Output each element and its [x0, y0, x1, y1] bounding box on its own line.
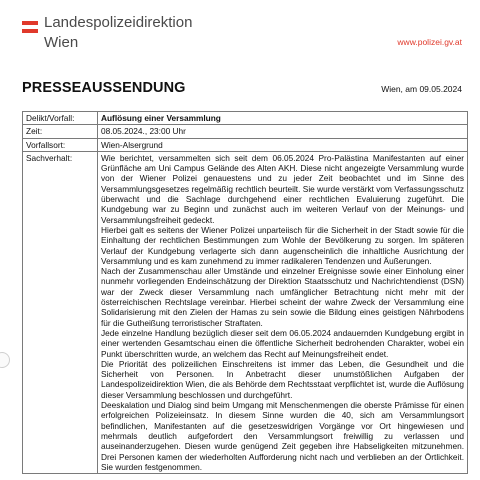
facts-paragraph: Die Priorität des polizeilichen Einschreitens ist immer das Leben, die Gesundheit und die Sicherheit von Personen. In Anbetracht dieser unumstößlichen Aufgaben der Landespolizeidirektion Wien, die als Behörde dem Rechtsstaat verpflichtet ist, wurde die Auflösung dieser Versammlung beschlossen und durchgeführt. — [101, 358, 464, 400]
row-label: Sachverhalt: — [23, 151, 98, 473]
row-label: Delikt/Vorfall: — [23, 112, 98, 125]
row-value: 08.05.2024., 23:00 Uhr — [98, 125, 468, 138]
table-row — [23, 125, 468, 138]
document-date: Wien, am 09.05.2024 — [381, 84, 462, 94]
facts-paragraph: Nach der Zusammenschau aller Umstände und einzelner Ereignisse sowie einer Einholung einer nunmehr vorliegenden Endeinschätzung der Direktion Staatsschutz und Nachrichtendienst (DSN) war der Zweck dieser Versammlung nach umfänglicher Betrachtung nicht mehr mit der österreichischen Rechtslage vereinbar. Hierbei scheint der wahre Zweck der Versammlung eine Solidarisierung mit den Zielen der Hamas zu sein sowie die Bildung eines geistigen Nährbodens für die Gutheißung terroristischer Straftaten. — [101, 266, 464, 328]
row-value: Wien-Alsergrund — [98, 138, 468, 151]
organization-name: Landespolizeidirektion — [44, 14, 193, 31]
organization-city: Wien — [44, 34, 79, 51]
table-row — [23, 112, 468, 125]
previous-page-button[interactable] — [0, 352, 10, 368]
facts-paragraph: Deeskalation und Dialog sind beim Umgang mit Menschenmengen die oberste Prämisse für einen erfolgreichen Polizeieinsatz. In diesem Sinne wurden die 40, sich am Versammlungsort befindlichen, Manifestanten auf die gesetzeswidrigen Vorgänge vor Ort hingewiesen und mehrmals deutlich aufgefordert den Versammlungsort freiwillig zu verlassen und auseinanderzugehen. Diesen wurde genügend Zeit gegeben ihre Habseligkeiten mitzunehmen. Drei Personen kamen der wiederholten Aufforderung nicht nach und verblieben an der Örtlichkeit. Sie wurden festgenommen. — [101, 400, 464, 472]
website-link[interactable]: www.polizei.gv.at — [397, 37, 462, 47]
row-label: Vorfallsort: — [23, 138, 98, 151]
facts-paragraph: Jede einzelne Handlung bezüglich dieser seit dem 06.05.2024 andauernden Kundgebung ergibt in einer wertenden Gesamtschau einen die öffentliche Sicherheit bedrohenden Charakter, wobei ein Punkt überschritten wurde, an welchem das Recht auf Meinungsfreiheit endet. — [101, 327, 464, 359]
facts-paragraph: Wie berichtet, versammelten sich seit dem 06.05.2024 Pro-Palästina Manifestanten auf einer Grünfläche am Uni Campus Gelände des Alten AKH. Diese nicht angezeigte Versammlung wurde von der Wiener Polizei genauestens und zu jeder Zeit beobachtet und im Sinne des Versammlungsgesetzes regelmäßig rechtlich beurteilt. Sie wurde verstärkt vom Verfassungsschutz überwacht und die Sachlage durchgehend einer rechtlichen Evaluierung zugeführt. Die Kundgebung war zu Beginn und zunächst auch im weiteren Verlauf von der Meinungs- und Versammlungsfreiheit gedeckt. — [101, 152, 464, 225]
row-value: Auflösung einer Versammlung — [98, 112, 468, 125]
table-row — [23, 151, 468, 473]
facts-paragraph: Hierbei galt es seitens der Wiener Polizei unparteiisch für die Sicherheit in der Stadt sowie für die Einhaltung der rechtlichen Bestimmungen zum Wohle der Bevölkerung zu sorgen. Im späteren Verlauf der Kundgebung verlagerte sich dann augenscheinlich die inhaltliche Ausrichtung der Versammlung und es kam zunehmend zu immer radikaleren Tendenzen und Äußerungen. — [101, 224, 464, 266]
document-title: PRESSEAUSSENDUNG — [22, 80, 186, 96]
incident-table — [22, 111, 468, 474]
row-label: Zeit: — [23, 125, 98, 138]
facts-text — [98, 151, 468, 473]
table-row — [23, 138, 468, 151]
police-logo-icon — [22, 21, 38, 34]
